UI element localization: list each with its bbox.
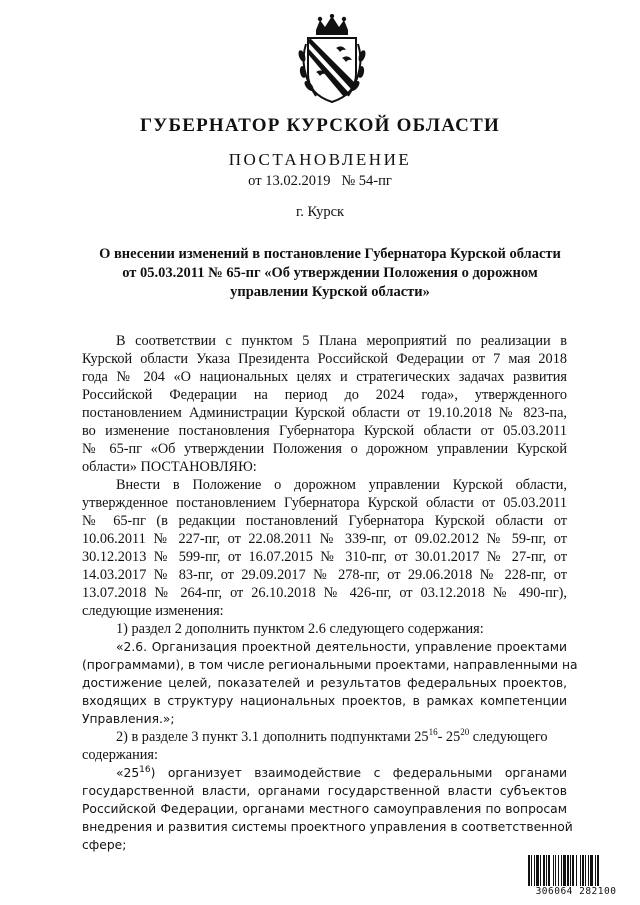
body-line: области» ПОСТАНОВЛЯЮ:	[82, 459, 257, 475]
document-place: г. Курск	[295, 204, 345, 220]
document-date: от 13.02.2019	[248, 173, 331, 189]
body-line: «2.6. Организация проектной деятельности, управление проектами	[116, 640, 567, 654]
coat-of-arms-emblem	[296, 14, 368, 104]
document-number: № 54-пг	[341, 173, 392, 189]
body-line: Курской области Указа Президента Российской Федерации от 7 мая 2018	[82, 351, 567, 367]
body-line: Российской Федерации на период до 2024 года», утвержденного	[82, 387, 567, 403]
superscript: 16	[139, 764, 151, 775]
subject-line: от 05.03.2011 № 65-пг «Об утверждении Положения о дорожном	[122, 265, 538, 281]
body-line: входящих в структуру национальных проектов, в рамках компетенции	[82, 694, 567, 708]
superscript: 20	[460, 727, 470, 738]
body-line: 1) раздел 2 дополнить пунктом 2.6 следующего содержания:	[116, 621, 484, 637]
barcode-number: 306064 282100	[535, 886, 617, 897]
p4-rest: ) организует взаимодействие с федеральными органами	[150, 766, 567, 780]
body-line: Российской Федерации, органами местного самоуправления по вопросам	[82, 802, 567, 816]
item2-text: 2) в разделе 3 пункт 3.1 дополнить подпунктами 25	[116, 729, 429, 745]
body-line: Управления.»;	[82, 712, 175, 726]
superscript: 16	[428, 727, 438, 738]
body-line: 30.12.2013 № 599-пг, от 16.07.2015 № 310-пг, от 30.01.2017 № 27-пг, от	[82, 549, 567, 565]
body-line: внедрения и развития системы проектного управления в соответственной	[82, 820, 573, 834]
body-line: № 65-пг (в редакции постановлений Губернатора Курской области от	[82, 513, 567, 529]
body-line: 14.03.2017 № 83-пг, от 29.09.2017 № 278-пг, от 29.06.2018 № 228-пг, от	[82, 567, 567, 583]
body-line: утвержденное постановлением Губернатора Курской области от 05.03.2011	[82, 495, 567, 511]
p4-open: «25	[116, 766, 140, 780]
body-line: постановлением Администрации Курской области от 19.10.2018 № 823-па,	[82, 405, 567, 421]
document-type: ПОСТАНОВЛЕНИЕ	[228, 150, 412, 169]
body-line: во изменение постановления Губернатора Курской области от 05.03.2011	[82, 423, 567, 439]
body-line: В соответствии с пунктом 5 Плана мероприятий по реализации в	[116, 333, 567, 349]
document-subject	[70, 245, 590, 302]
body-line	[82, 728, 567, 746]
body-line: (программами), в том числе региональными проектами, направленными на	[82, 658, 578, 672]
body-line: Внести в Положение о дорожном управлении Курской области,	[116, 477, 567, 493]
body-line: № 65-пг «Об утверждении Положения о дорожном управлении Курской	[82, 441, 567, 457]
barcode-bars	[528, 855, 624, 886]
subject-line: О внесении изменений в постановление Губернатора Курской области	[99, 246, 561, 262]
barcode	[528, 855, 624, 899]
item2-text: - 25	[437, 729, 461, 745]
body-line: 13.07.2018 № 264-пг, от 26.10.2018 № 426-пг, от 03.12.2018 № 490-пг),	[82, 585, 567, 601]
body-line: года № 204 «О национальных целях и стратегических задачах развития	[82, 369, 567, 385]
date-line	[0, 173, 640, 190]
body-line: содержания:	[82, 747, 158, 763]
subject-line: управлении Курской области»	[230, 284, 430, 300]
body-line: следующие изменения:	[82, 603, 224, 619]
body-line: сфере;	[82, 838, 127, 852]
issuer-title: ГУБЕРНАТОР КУРСКОЙ ОБЛАСТИ	[140, 115, 500, 136]
item2-text: следующего	[469, 729, 548, 745]
body-line: 10.06.2011 № 227-пг, от 22.08.2011 № 339-пг, от 09.02.2012 № 59-пг, от	[82, 531, 567, 547]
body-line	[82, 764, 567, 782]
body-line: государственной власти, органами государственной власти субъектов	[82, 784, 567, 798]
document-body	[82, 332, 578, 854]
body-line: достижение целей, показателей и результатов федеральных проектов,	[82, 676, 567, 690]
